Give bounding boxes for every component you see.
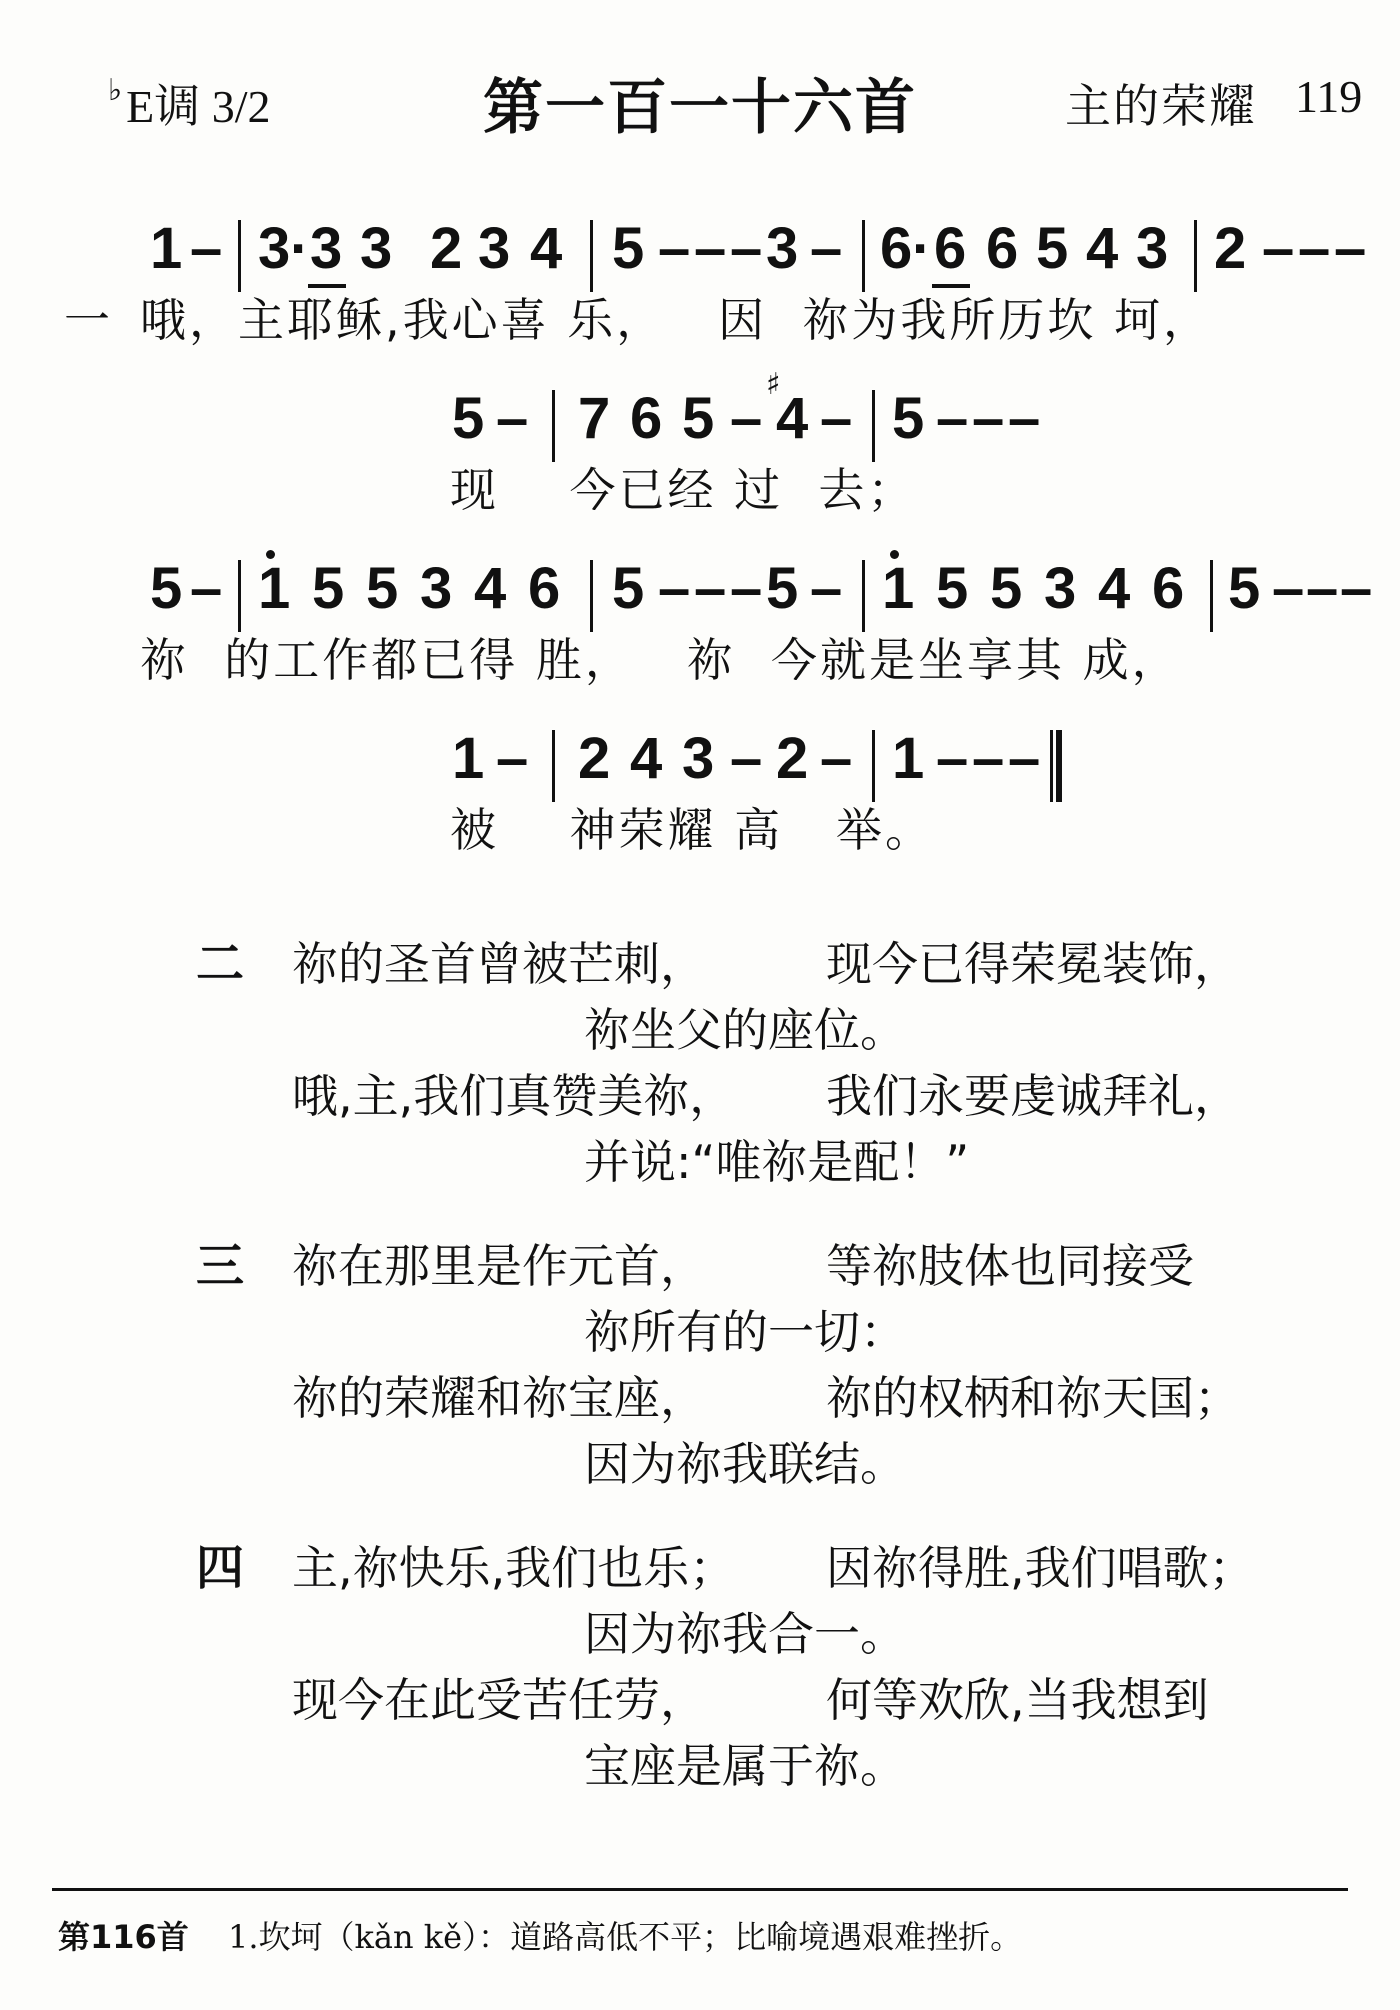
note: 5 <box>936 556 969 621</box>
verse-line: 并说:“唯祢是配！” <box>584 1135 970 1189</box>
note: 4 <box>776 386 809 451</box>
dash: – <box>972 726 1005 791</box>
note: 6 <box>986 216 1019 281</box>
verse-line: 祢在那里是作元首， <box>292 1239 706 1293</box>
barline <box>1194 220 1197 292</box>
note: 4 <box>1098 556 1131 621</box>
hymn-category: 主的荣耀 <box>1065 79 1257 133</box>
dash: – <box>730 216 763 281</box>
dash: – <box>1306 556 1339 621</box>
hymn-title: 第一百一十六首 <box>483 73 917 143</box>
footnote-text: 1.坎坷（kǎn kě）：道路高低不平；比喻境遇艰难挫折。 <box>228 1918 1023 1956</box>
dash: – <box>730 726 763 791</box>
verse-line: 祢坐父的座位。 <box>584 1003 906 1057</box>
note: 6 <box>528 556 561 621</box>
key-text: E调 3/2 <box>126 81 271 132</box>
barline <box>872 390 875 462</box>
notation-line-3 <box>0 554 1400 634</box>
verse-line: 何等欢欣,当我想到 <box>826 1673 1209 1727</box>
lyric-line-3: 祢 的工作都已得 胜， 祢 今就是坐享其 成， <box>140 633 1181 687</box>
note: 4 <box>1086 216 1119 281</box>
note: 2 <box>430 216 463 281</box>
verse-line: 因为祢我联结。 <box>584 1437 906 1491</box>
lyric-line-1: 哦，主耶稣,我心喜 乐， 因 祢为我所历坎 坷， <box>140 293 1212 347</box>
dash: – <box>730 386 763 451</box>
note: 4 <box>630 726 663 791</box>
note: 5 <box>150 556 183 621</box>
barline <box>590 560 593 632</box>
barline <box>552 730 555 802</box>
note: 1 <box>150 216 183 281</box>
dash: – <box>1008 386 1041 451</box>
dash: – <box>1340 556 1373 621</box>
note: 2 <box>578 726 611 791</box>
verse-line: 宝座是属于祢。 <box>584 1739 906 1793</box>
note: 5 <box>990 556 1023 621</box>
dot: · <box>912 216 932 281</box>
dash: – <box>972 386 1005 451</box>
page-number: 119 <box>1295 71 1363 122</box>
note: 1 <box>882 556 915 621</box>
lyric-line-4: 被 神荣耀 高 举。 <box>450 803 934 857</box>
dash: – <box>658 556 691 621</box>
notation-line-1 <box>0 214 1400 294</box>
barline <box>862 220 865 292</box>
barline <box>590 220 593 292</box>
verse-line: 因祢得胜,我们唱歌； <box>826 1541 1255 1595</box>
note: 7 <box>578 386 611 451</box>
note: 3 <box>1044 556 1077 621</box>
note: 5 <box>366 556 399 621</box>
note: 5 <box>1036 216 1069 281</box>
dash: – <box>810 556 843 621</box>
note: 4 <box>530 216 563 281</box>
barline <box>872 730 875 802</box>
dash: – <box>1298 216 1331 281</box>
note: 2 <box>776 726 809 791</box>
note: 5 <box>612 216 645 281</box>
dash: – <box>1272 556 1305 621</box>
note: 1 <box>892 726 925 791</box>
dash: – <box>820 386 853 451</box>
dash: – <box>694 556 727 621</box>
note: 2 <box>1214 216 1247 281</box>
note: 5 <box>312 556 345 621</box>
verse-line: 现今已得荣冕装饰， <box>826 937 1240 991</box>
note: 5 <box>1228 556 1261 621</box>
dash: – <box>820 726 853 791</box>
dot: · <box>290 216 310 281</box>
flat-sign: ♭ <box>108 74 123 107</box>
final-double-barline <box>1050 730 1062 802</box>
barline <box>862 560 865 632</box>
verse-number: 二 <box>196 936 245 992</box>
dash: – <box>496 386 529 451</box>
dash: – <box>694 216 727 281</box>
verse-number: 三 <box>196 1238 245 1294</box>
note: 3 <box>258 216 291 281</box>
note: 5 <box>682 386 715 451</box>
note: 3 <box>766 216 799 281</box>
note: 3 <box>310 216 343 281</box>
verse-line: 祢的荣耀和祢宝座， <box>292 1371 706 1425</box>
dash: – <box>730 556 763 621</box>
footnote-ref: 第116首 <box>58 1918 189 1956</box>
note: 4 <box>474 556 507 621</box>
notation-line-2 <box>0 367 1400 464</box>
notation-line-4 <box>0 724 1400 804</box>
dash: – <box>190 216 223 281</box>
footnote-divider <box>52 1888 1348 1891</box>
dash: – <box>658 216 691 281</box>
note: 3 <box>682 726 715 791</box>
verse-line: 哦,主,我们真赞美祢， <box>292 1069 736 1123</box>
verse-line: 因为祢我合一。 <box>584 1607 906 1661</box>
verse-number-1: 一 <box>64 293 113 347</box>
verse-line: 祢所有的一切： <box>584 1305 906 1359</box>
note: 1 <box>452 726 485 791</box>
barline <box>238 220 241 292</box>
dash: – <box>190 556 223 621</box>
dash: – <box>1008 726 1041 791</box>
underline <box>308 284 346 288</box>
lyric-line-2: 现 今已经 过 去； <box>450 463 917 517</box>
verse-number: 四 <box>196 1540 245 1596</box>
dash: – <box>1334 216 1367 281</box>
barline <box>238 560 241 632</box>
note: 5 <box>766 556 799 621</box>
verse-line: 现今在此受苦任劳， <box>292 1673 706 1727</box>
verse-line: 主,祢快乐,我们也乐； <box>292 1541 736 1595</box>
dash: – <box>496 726 529 791</box>
note: 5 <box>892 386 925 451</box>
note: 3 <box>420 556 453 621</box>
note: 3 <box>478 216 511 281</box>
dash: – <box>810 216 843 281</box>
note: 3 <box>1136 216 1169 281</box>
sharp-sign: ♯ <box>766 367 781 402</box>
verse-line: 祢的圣首曾被芒刺， <box>292 937 706 991</box>
note: 6 <box>934 216 967 281</box>
note: 6 <box>630 386 663 451</box>
note: 6 <box>880 216 913 281</box>
dash: – <box>1262 216 1295 281</box>
dash: – <box>936 386 969 451</box>
underline <box>932 284 970 288</box>
dash: – <box>936 726 969 791</box>
barline <box>1210 560 1213 632</box>
note: 5 <box>612 556 645 621</box>
note: 5 <box>452 386 485 451</box>
note: 3 <box>360 216 393 281</box>
note: 6 <box>1152 556 1185 621</box>
barline <box>552 390 555 462</box>
verse-line: 祢的权柄和祢天国； <box>826 1371 1240 1425</box>
note: 1 <box>258 556 291 621</box>
verse-line: 我们永要虔诚拜礼， <box>826 1069 1240 1123</box>
verse-line: 等祢肢体也同接受 <box>826 1239 1194 1293</box>
